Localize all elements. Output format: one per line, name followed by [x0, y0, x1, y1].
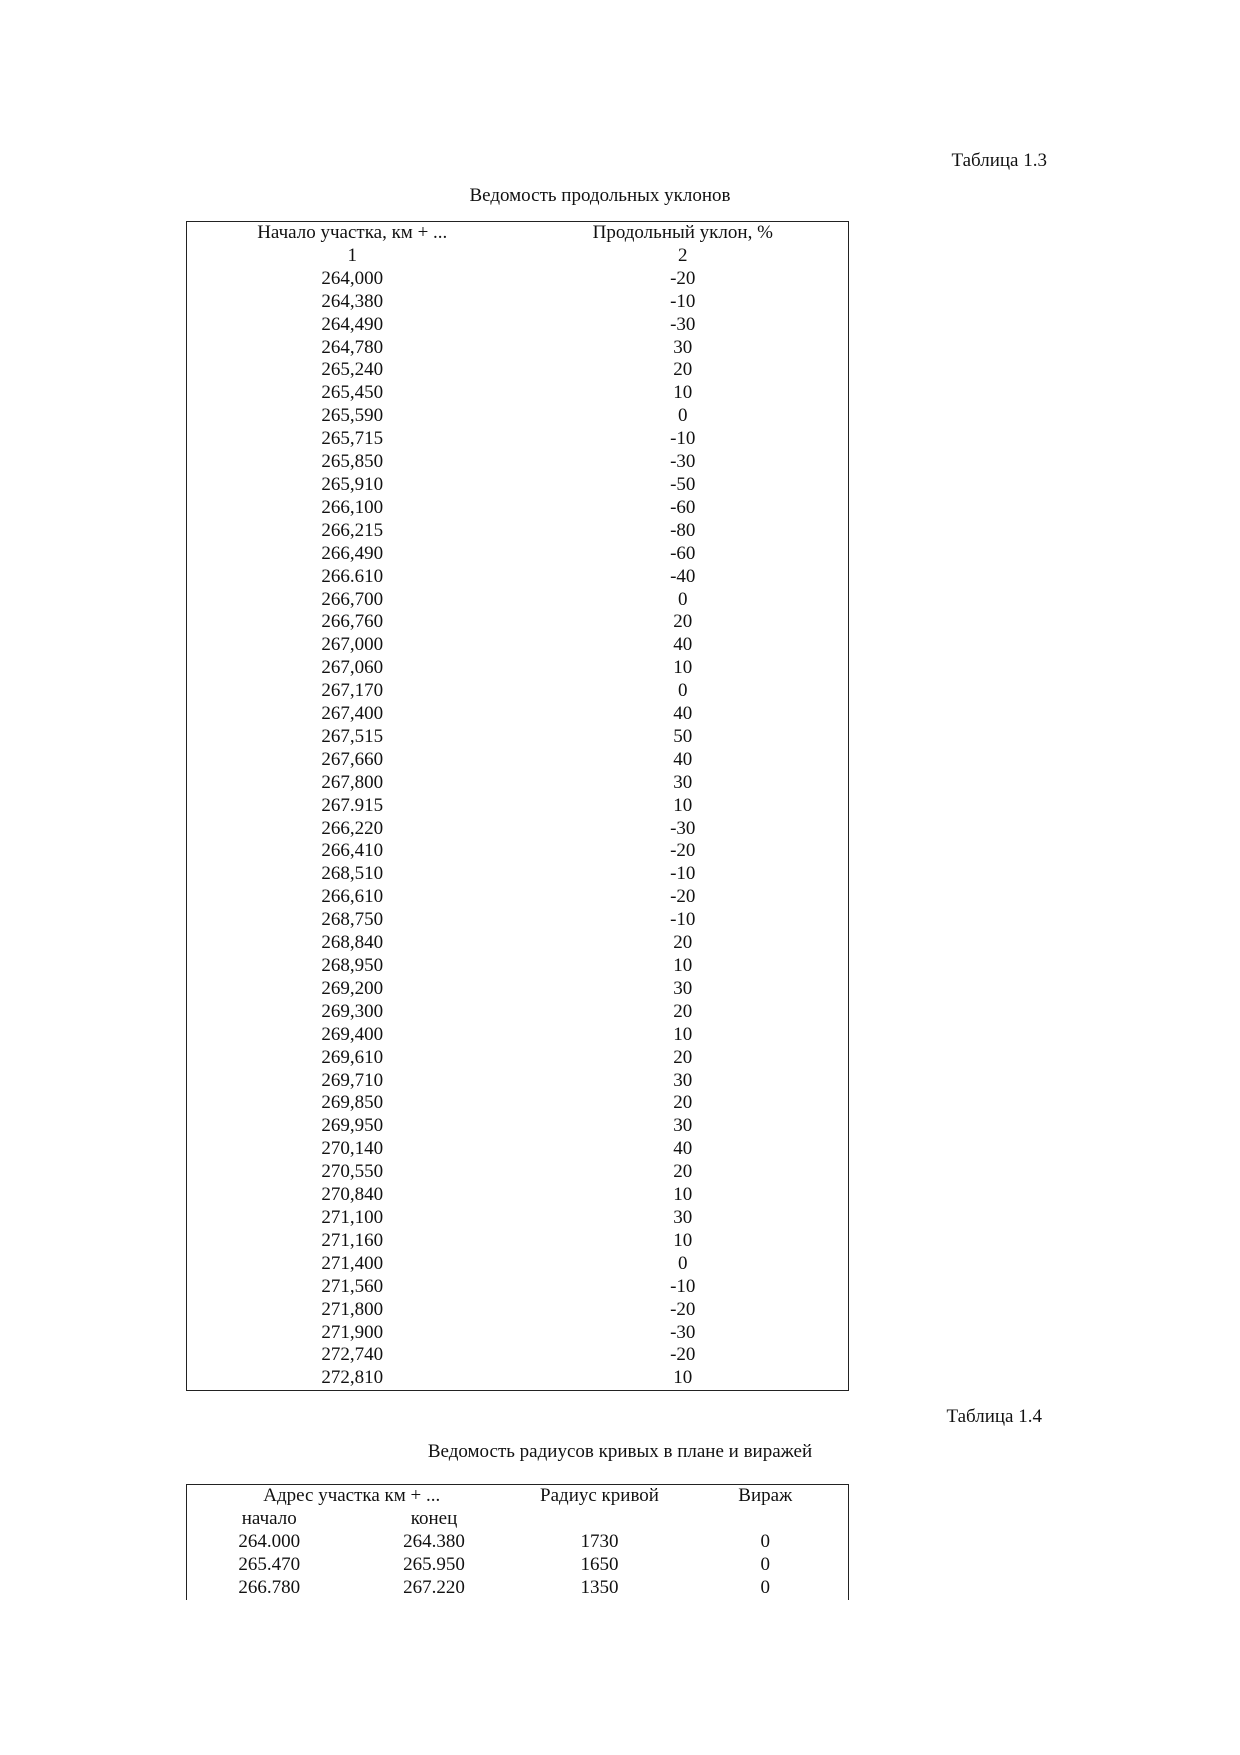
table-row [187, 1161, 849, 1184]
table-row [187, 268, 849, 291]
table-row [187, 291, 849, 314]
slope-cell: 20 [673, 1000, 693, 1022]
section-start-cell: 267,170 [321, 680, 384, 702]
table-row [187, 1299, 849, 1322]
table13-label: Таблица 1.3 [951, 150, 1047, 171]
table-row [187, 1230, 849, 1253]
table-row [187, 566, 849, 589]
slope-cell: 10 [673, 382, 693, 404]
table-header-row [187, 222, 849, 245]
table-row [187, 451, 849, 474]
slope-cell: -40 [670, 565, 696, 587]
slope-cell: -60 [670, 496, 696, 518]
section-start-cell: 270,140 [321, 1138, 384, 1160]
column-number-row [187, 245, 849, 268]
slope-cell: -10 [670, 909, 696, 931]
section-start-cell: 266,220 [321, 817, 384, 839]
section-start-cell: 269,400 [321, 1023, 384, 1045]
curve-table [186, 1484, 849, 1600]
slope-table-body [187, 268, 849, 1391]
slope-cell: 10 [673, 955, 693, 976]
table-row [187, 1070, 849, 1093]
slope-cell: -10 [670, 1275, 696, 1297]
section-start-cell: 266,215 [321, 519, 384, 541]
slope-cell: 20 [673, 1046, 693, 1068]
section-start-cell: 271,400 [321, 1252, 384, 1274]
table-row [187, 474, 849, 497]
section-start-cell: 269,200 [321, 977, 384, 999]
table14-label: Таблица 1.4 [946, 1406, 1042, 1427]
header-section-start: Начало участка, км + ... [257, 222, 448, 243]
slope-cell: 0 [678, 680, 688, 702]
section-start-cell: 266.610 [321, 565, 384, 587]
section-start-cell: 268,840 [321, 932, 384, 954]
section-start-cell: 267,060 [321, 657, 384, 679]
table-row [187, 1531, 849, 1554]
section-start-cell: 271,100 [321, 1206, 384, 1228]
section-start-cell: 265,240 [321, 359, 384, 381]
table-row [187, 1024, 849, 1047]
table-row [187, 1322, 849, 1345]
slope-cell: 40 [673, 748, 693, 770]
slope-cell: 10 [673, 1229, 693, 1251]
table-row [187, 932, 849, 955]
slope-cell: 0 [678, 1252, 688, 1274]
section-start-cell: 264,000 [321, 267, 384, 289]
superelevation-cell: 0 [760, 1576, 770, 1598]
slope-cell: -10 [670, 428, 696, 450]
slope-cell: -10 [670, 863, 696, 885]
table-row [187, 795, 849, 818]
slope-cell: -20 [670, 1344, 696, 1366]
table-row [187, 359, 849, 382]
start-cell: 266.780 [238, 1576, 301, 1598]
superelevation-cell: 0 [760, 1530, 770, 1552]
start-cell: 264.000 [238, 1530, 301, 1552]
table-row [187, 1092, 849, 1115]
start-cell: 265.470 [238, 1553, 301, 1575]
section-start-cell: 269,610 [321, 1046, 384, 1068]
section-start-cell: 267,800 [321, 771, 384, 793]
section-start-cell: 269,300 [321, 1000, 384, 1022]
section-start-cell: 267.915 [321, 794, 384, 816]
slope-cell: -10 [670, 290, 696, 312]
table-row [187, 978, 849, 1001]
table-row [187, 886, 849, 909]
slope-cell: -60 [670, 542, 696, 564]
slope-cell: -20 [670, 267, 696, 289]
table-row [187, 634, 849, 657]
header-radius: Радиус кривой [540, 1485, 659, 1506]
section-start-cell: 269,950 [321, 1115, 384, 1137]
section-start-cell: 265,590 [321, 405, 384, 427]
curve-table-body [187, 1531, 849, 1600]
table-row [187, 726, 849, 749]
slope-cell: 0 [678, 405, 688, 427]
radius-cell: 1730 [580, 1530, 619, 1552]
table-row [187, 1577, 849, 1600]
slope-cell: 30 [673, 1115, 693, 1137]
section-start-cell: 267,515 [321, 725, 384, 747]
slope-cell: 30 [673, 336, 693, 358]
section-start-cell: 265,850 [321, 451, 384, 473]
slope-table [186, 221, 849, 1391]
column-number: 2 [678, 244, 688, 266]
header-superelevation: Вираж [738, 1485, 793, 1506]
end-cell: 267.220 [403, 1576, 465, 1598]
slope-cell: 30 [673, 1206, 693, 1228]
table-row [187, 382, 849, 405]
section-start-cell: 266,610 [321, 886, 384, 908]
section-start-cell: 271,560 [321, 1275, 384, 1297]
slope-cell: -50 [670, 473, 696, 495]
table-row [187, 1253, 849, 1276]
section-start-cell: 264,490 [321, 313, 384, 335]
slope-cell: 20 [673, 359, 693, 381]
table13-title: Ведомость продольных уклонов [469, 185, 731, 206]
slope-cell: -30 [670, 817, 696, 839]
table-row [187, 1047, 849, 1070]
table-row [187, 428, 849, 451]
slope-cell: 30 [673, 771, 693, 793]
table-row [187, 1184, 849, 1207]
section-start-cell: 272,810 [321, 1367, 384, 1389]
subheader-row [187, 1508, 849, 1531]
section-start-cell: 266,410 [321, 840, 384, 862]
table-row [187, 314, 849, 337]
section-start-cell: 269,850 [321, 1092, 384, 1114]
slope-cell: 10 [673, 1184, 693, 1206]
table-header-row [187, 1485, 849, 1508]
table-row [187, 1344, 849, 1367]
slope-cell: -30 [670, 451, 696, 473]
table-row [187, 1138, 849, 1161]
slope-cell: 50 [673, 725, 693, 747]
section-start-cell: 266,700 [321, 588, 384, 610]
slope-cell: 10 [673, 794, 693, 816]
table-row [187, 772, 849, 795]
header-start: начало [241, 1507, 297, 1529]
table-row [187, 909, 849, 932]
table-row [187, 1115, 849, 1138]
slope-cell: 40 [673, 634, 693, 656]
table-row [187, 863, 849, 886]
header-empty [517, 1508, 683, 1531]
table-row [187, 955, 849, 978]
section-start-cell: 269,710 [321, 1069, 384, 1091]
slope-cell: -20 [670, 1298, 696, 1320]
table-row [187, 749, 849, 772]
table14-title: Ведомость радиусов кривых в плане и виражей [427, 1441, 813, 1462]
table-row [187, 1554, 849, 1577]
table-row [187, 1276, 849, 1299]
radius-cell: 1350 [580, 1576, 619, 1598]
section-start-cell: 266,760 [321, 611, 384, 633]
slope-cell: 40 [673, 1138, 693, 1160]
column-number: 1 [347, 244, 357, 266]
header-empty [683, 1508, 849, 1531]
header-end: конец [410, 1507, 458, 1529]
table-row [187, 543, 849, 566]
section-start-cell: 264,780 [321, 336, 384, 358]
section-start-cell: 266,490 [321, 542, 384, 564]
section-start-cell: 268,750 [321, 909, 384, 931]
section-start-cell: 264,380 [321, 290, 384, 312]
section-start-cell: 265,715 [321, 428, 384, 450]
radius-cell: 1650 [580, 1553, 619, 1575]
slope-cell: -30 [670, 313, 696, 335]
section-start-cell: 270,840 [321, 1184, 384, 1206]
slope-cell: 10 [673, 1367, 693, 1389]
section-start-cell: 271,900 [321, 1321, 384, 1343]
table-row [187, 497, 849, 520]
table-row [187, 1207, 849, 1230]
section-start-cell: 271,160 [321, 1229, 384, 1251]
table-row [187, 657, 849, 680]
table-row [187, 703, 849, 726]
section-start-cell: 265,910 [321, 473, 384, 495]
table-row [187, 611, 849, 634]
slope-cell: -80 [670, 519, 696, 541]
header-slope: Продольный уклон, % [592, 222, 773, 243]
section-start-cell: 268,510 [321, 863, 384, 885]
table-row [187, 589, 849, 612]
slope-cell: 20 [673, 1161, 693, 1183]
section-start-cell: 268,950 [321, 955, 384, 976]
slope-cell: 20 [673, 932, 693, 954]
table-row [187, 520, 849, 543]
section-start-cell: 272,740 [321, 1344, 384, 1366]
slope-cell: -30 [670, 1321, 696, 1343]
slope-cell: -20 [670, 840, 696, 862]
table-row [187, 1367, 849, 1390]
slope-cell: 30 [673, 977, 693, 999]
slope-cell: 0 [678, 588, 688, 610]
section-start-cell: 267,000 [321, 634, 384, 656]
table-row [187, 680, 849, 703]
slope-cell: 10 [673, 657, 693, 679]
table-row [187, 405, 849, 428]
section-start-cell: 271,800 [321, 1298, 384, 1320]
header-address: Адрес участка км + ... [263, 1485, 441, 1506]
table-row [187, 818, 849, 841]
end-cell: 264.380 [403, 1530, 465, 1552]
slope-cell: 20 [673, 611, 693, 633]
end-cell: 265.950 [403, 1553, 465, 1575]
slope-cell: 40 [673, 703, 693, 725]
table-row [187, 1001, 849, 1024]
superelevation-cell: 0 [760, 1553, 770, 1575]
slope-cell: 20 [673, 1092, 693, 1114]
table-row [187, 840, 849, 863]
section-start-cell: 267,660 [321, 748, 384, 770]
slope-cell: -20 [670, 886, 696, 908]
section-start-cell: 266,100 [321, 496, 384, 518]
section-start-cell: 267,400 [321, 703, 384, 725]
slope-cell: 30 [673, 1069, 693, 1091]
section-start-cell: 265,450 [321, 382, 384, 404]
table-row [187, 337, 849, 360]
section-start-cell: 270,550 [321, 1161, 384, 1183]
slope-cell: 10 [673, 1023, 693, 1045]
